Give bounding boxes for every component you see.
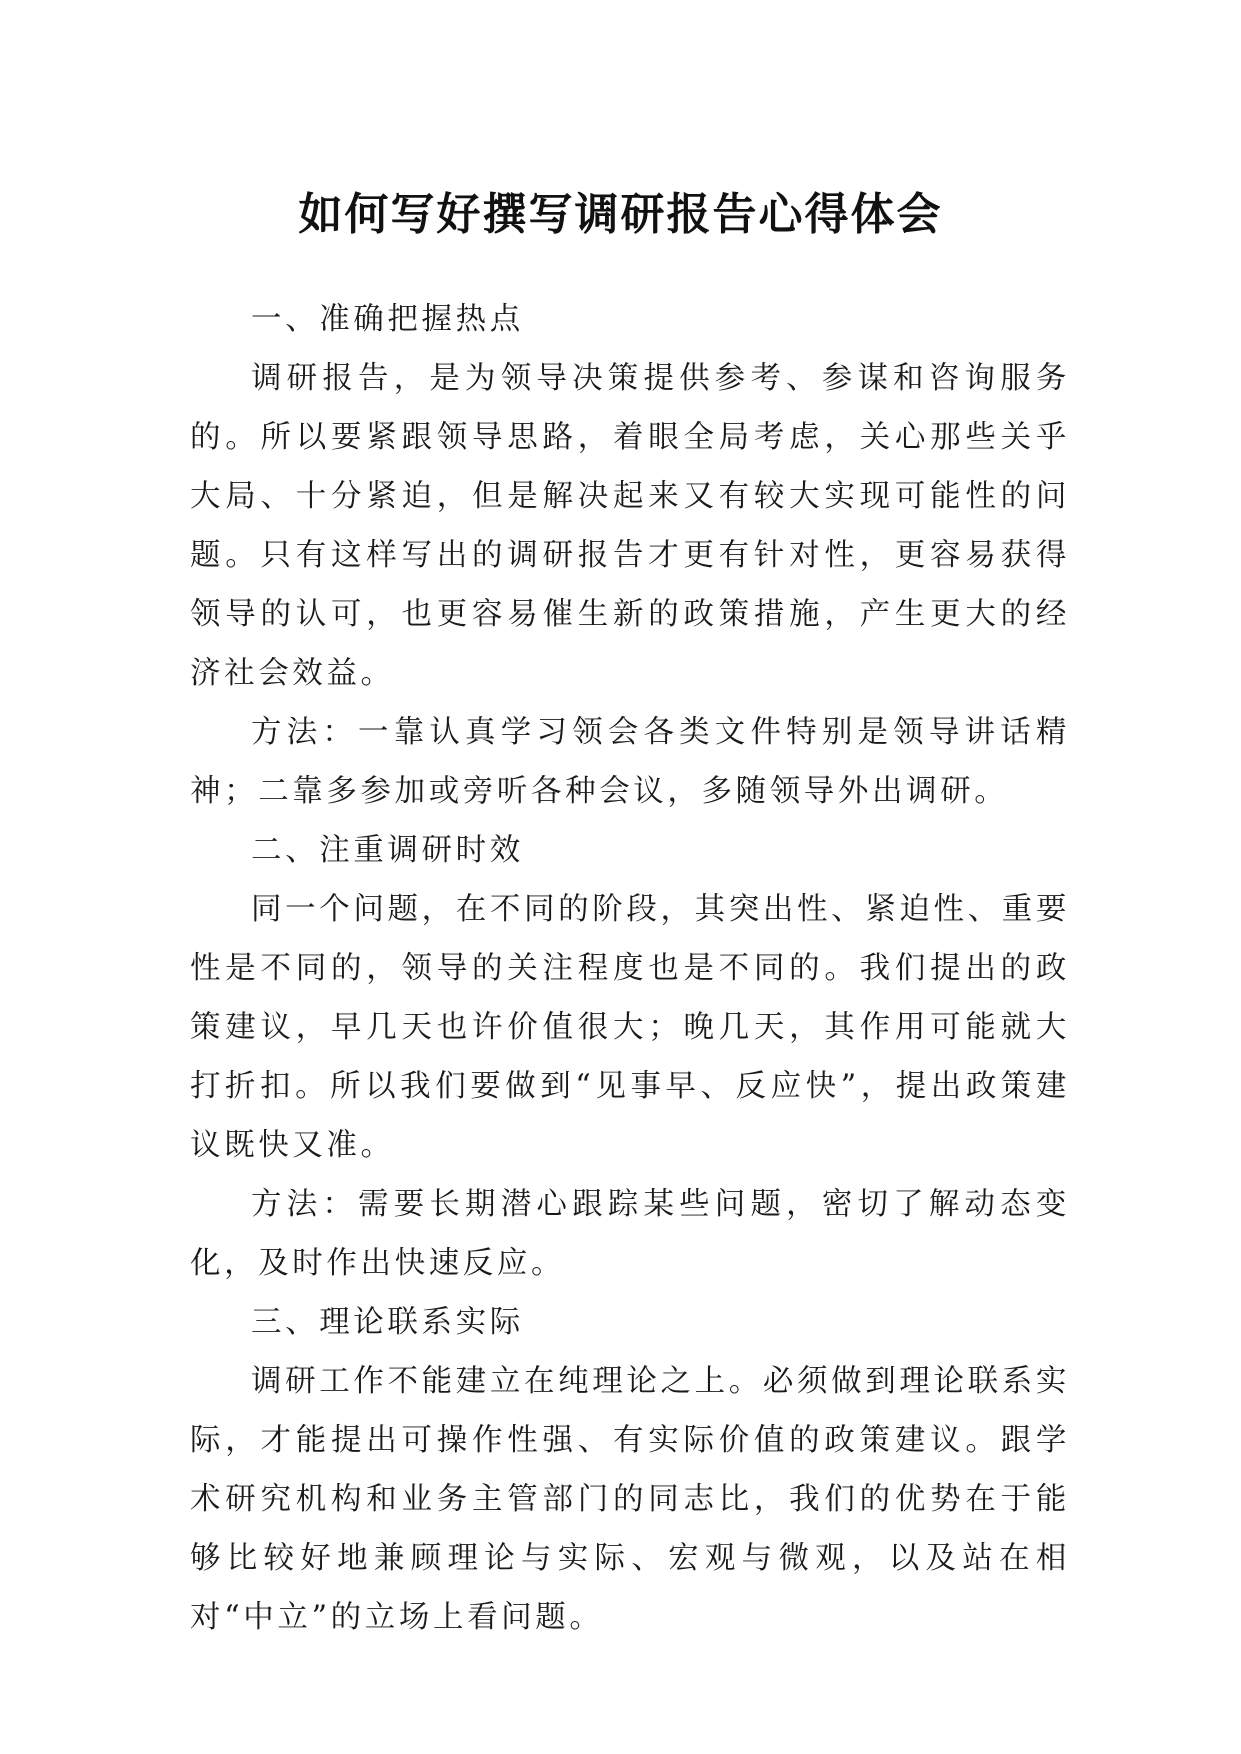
document-body xyxy=(190,290,1070,1647)
section-heading: 一、准确把握热点 xyxy=(251,302,524,337)
section-heading: 二、注重调研时效 xyxy=(251,833,524,868)
paragraph: 调研报告，是为领导决策提供参考、参谋和咨询服务的。所以要紧跟领导思路，着眼全局考虑，关心那些关乎大局、十分紧迫，但是解决起来又有较大实现可能性的问题。只有这样写出的调研报告才更有针对性，更容易获得领导的认可，也更容易催生新的政策措施，产生更大的经济社会效益。 xyxy=(190,361,1070,691)
paragraph: 同一个问题，在不同的阶段，其突出性、紧迫性、重要性是不同的，领导的关注程度也是不同的。我们提出的政策建议，早几天也许价值很大；晚几天，其作用可能就大打折扣。所以我们要做到“见事早、反应快”，提出政策建议既快又准。 xyxy=(190,892,1070,1163)
paragraph: 调研工作不能建立在纯理论之上。必须做到理论联系实际，才能提出可操作性强、有实际价值的政策建议。跟学术研究机构和业务主管部门的同志比，我们的优势在于能够比较好地兼顾理论与实际、宏观与微观，以及站在相对“中立”的立场上看问题。 xyxy=(190,1364,1070,1635)
document-title: 如何写好撰写调研报告心得体会 xyxy=(298,189,943,241)
section-heading: 三、理论联系实际 xyxy=(251,1305,524,1340)
paragraph: 方法：一靠认真学习领会各类文件特别是领导讲话精神；二靠多参加或旁听各种会议，多随领导外出调研。 xyxy=(190,715,1070,809)
paragraph: 方法：需要长期潜心跟踪某些问题，密切了解动态变化，及时作出快速反应。 xyxy=(190,1187,1070,1281)
